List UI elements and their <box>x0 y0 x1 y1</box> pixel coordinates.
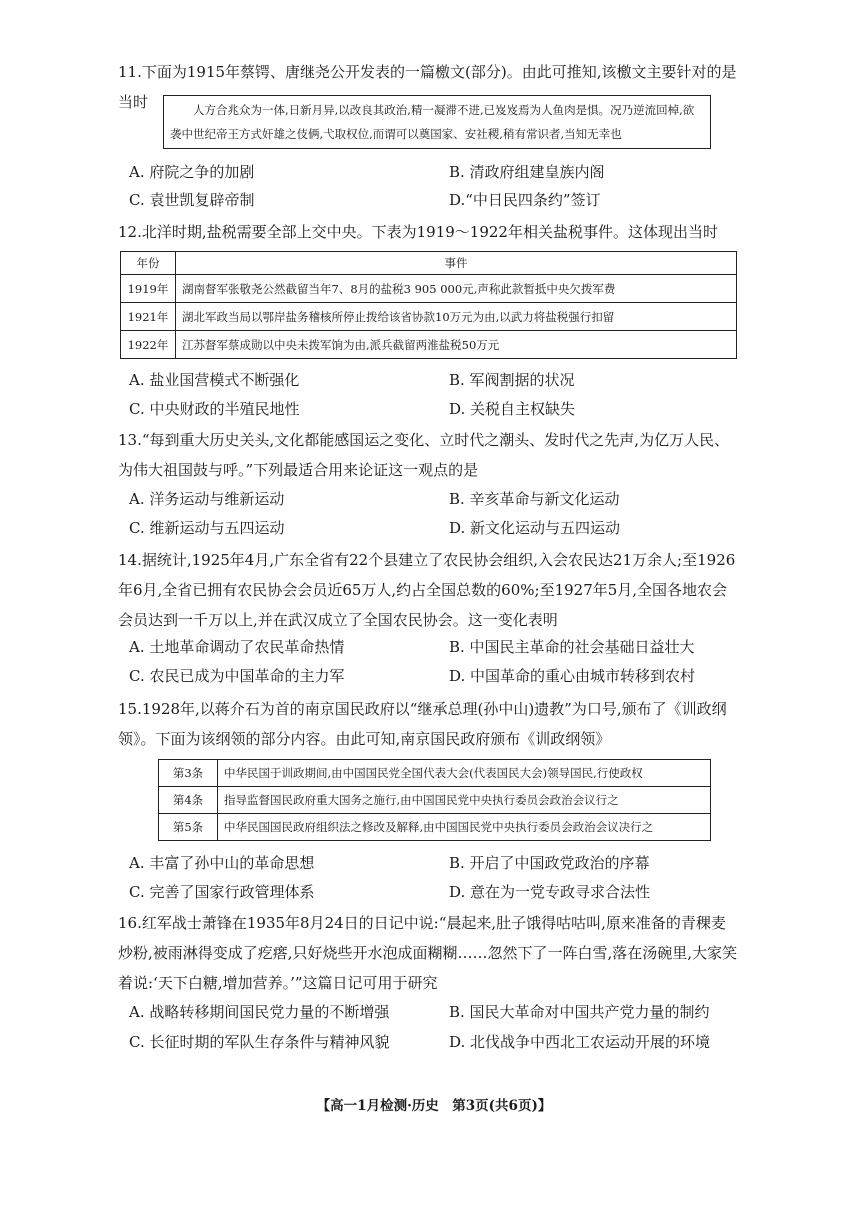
q13-option-c: C. 维新运动与五四运动 <box>129 519 285 537</box>
page-footer: 【高一1月检测·历史 第3页(共6页)】 <box>316 1098 552 1114</box>
table-cell-event: 湖北军政当局以鄂岸盐务稽核所停止拨给该省协款10万元为由,以武力将盐税强行扣留 <box>176 303 737 331</box>
table-cell-content: 中华民国国民政府组织法之修改及解释,由中国国民党中央执行委员会政治会议决行之 <box>218 814 711 841</box>
q12-option-c: C. 中央财政的半殖民地性 <box>129 400 300 418</box>
q16-option-c: C. 长征时期的军队生存条件与精神风貌 <box>129 1033 390 1051</box>
question-12-table <box>120 251 737 359</box>
q13-option-a: A. 洋务运动与维新运动 <box>129 490 285 508</box>
table-row <box>121 331 737 359</box>
q15-option-d: D. 意在为一党专政寻求合法性 <box>449 883 651 901</box>
q16-option-a: A. 战略转移期间国民党力量的不断增强 <box>129 1003 390 1021</box>
q14-option-d: D. 中国革命的重心由城市转移到农村 <box>449 667 696 685</box>
q11-option-c: C. 袁世凯复辟帝制 <box>129 191 255 209</box>
q16-option-b: B. 国民大革命对中国共产党力量的制约 <box>449 1003 710 1021</box>
q15-option-a: A. 丰富了孙中山的革命思想 <box>129 854 315 872</box>
q14-option-b: B. 中国民主革命的社会基础日益壮大 <box>449 638 695 656</box>
table-cell-year: 1919年 <box>121 275 176 303</box>
table-cell-article: 第4条 <box>159 787 218 814</box>
table-row <box>159 760 711 787</box>
question-16-stem: 16.红军战士萧锋在1935年8月24日的日记中说:“晨起来,肚子饿得咕咕叫,原来准备的青稞麦炒粉,被雨淋得变成了疙瘩,只好烧些开水泡成面糊糊……忽然下了一阵白雪,落在汤碗里,大家笑着说:‘天下白糖,增加营养。’”这篇日记可用于研究 <box>118 914 738 992</box>
q15-option-c: C. 完善了国家行政管理体系 <box>129 883 315 901</box>
question-15-table <box>158 759 711 841</box>
table-cell-content: 中华民国于训政期间,由中国国民党全国代表大会(代表国民大会)领导国民,行使政权 <box>218 760 711 787</box>
question-13-stem: 13.“每到重大历史关头,文化都能感国运之变化、立时代之潮头、发时代之先声,为亿万人民、为伟大祖国鼓与呼。”下列最适合用来论证这一观点的是 <box>118 431 730 479</box>
q16-option-d: D. 北伐战争中西北工农运动开展的环境 <box>449 1033 711 1051</box>
table-row <box>121 275 737 303</box>
question-11-stem: 11.下面为1915年蔡锷、唐继尧公开发表的一篇檄文(部分)。由此可推知,该檄文主要针对的是当时 <box>118 63 737 111</box>
question-12-stem: 12.北洋时期,盐税需要全部上交中央。下表为1919～1922年相关盐税事件。这体现出当时 <box>118 223 718 241</box>
q11-option-b: B. 清政府组建皇族内阁 <box>449 163 605 181</box>
q13-option-d: D. 新文化运动与五四运动 <box>449 519 621 537</box>
q11-option-a: A. 府院之争的加剧 <box>129 163 255 181</box>
table-row <box>159 787 711 814</box>
table-row <box>121 303 737 331</box>
question-11-quote-box: 人方合兆众为一体,日新月异,以改良其政治,精一凝滞不进,已岌岌焉为人鱼肉是惧。况乃逆流回棹,欲袭中世纪帝王方式奸雄之伎俩,弋取权位,而谓可以奠国家、安社稷,稍有常识者,当知无幸也 <box>163 95 711 149</box>
table-cell-year: 1921年 <box>121 303 176 331</box>
table-header-event: 事件 <box>176 252 737 275</box>
table-cell-event: 江苏督军蔡成勋以中央未拨军饷为由,派兵截留两淮盐税50万元 <box>176 331 737 359</box>
q15-option-b: B. 开启了中国政党政治的序幕 <box>449 854 650 872</box>
table-header-year: 年份 <box>121 252 176 275</box>
q14-option-c: C. 农民已成为中国革命的主力军 <box>129 667 345 685</box>
q14-option-a: A. 土地革命调动了农民革命热情 <box>129 638 345 656</box>
table-cell-content: 指导监督国民政府重大国务之施行,由中国国民党中央执行委员会政治会议行之 <box>218 787 711 814</box>
q12-option-b: B. 军阀割据的状况 <box>449 371 575 389</box>
table-cell-article: 第5条 <box>159 814 218 841</box>
q13-option-b: B. 辛亥革命与新文化运动 <box>449 490 620 508</box>
table-cell-year: 1922年 <box>121 331 176 359</box>
q12-option-d: D. 关税自主权缺失 <box>449 400 576 418</box>
q12-option-a: A. 盐业国营模式不断强化 <box>129 371 300 389</box>
table-row <box>159 814 711 841</box>
question-15-stem: 15.1928年,以蒋介石为首的南京国民政府以“继承总理(孙中山)遗教”为口号,颁布了《训政纲领》。下面为该纲领的部分内容。由此可知,南京国民政府颁布《训政纲领》 <box>118 700 727 748</box>
question-14-stem: 14.据统计,1925年4月,广东全省有22个县建立了农民协会组织,入会农民达21万余人;至1926年6月,全省已拥有农民协会会员近65万人,约占全国总数的60%;至1927年5月,全国各地农会会员达到一千万以上,并在武汉成立了全国农民协会。这一变化表明 <box>118 551 736 629</box>
q11-option-d: D.“中日民四条约”签订 <box>449 191 601 209</box>
table-cell-article: 第3条 <box>159 760 218 787</box>
table-cell-event: 湖南督军张敬尧公然截留当年7、8月的盐税3 905 000元,声称此款暂抵中央欠拨军费 <box>176 275 737 303</box>
